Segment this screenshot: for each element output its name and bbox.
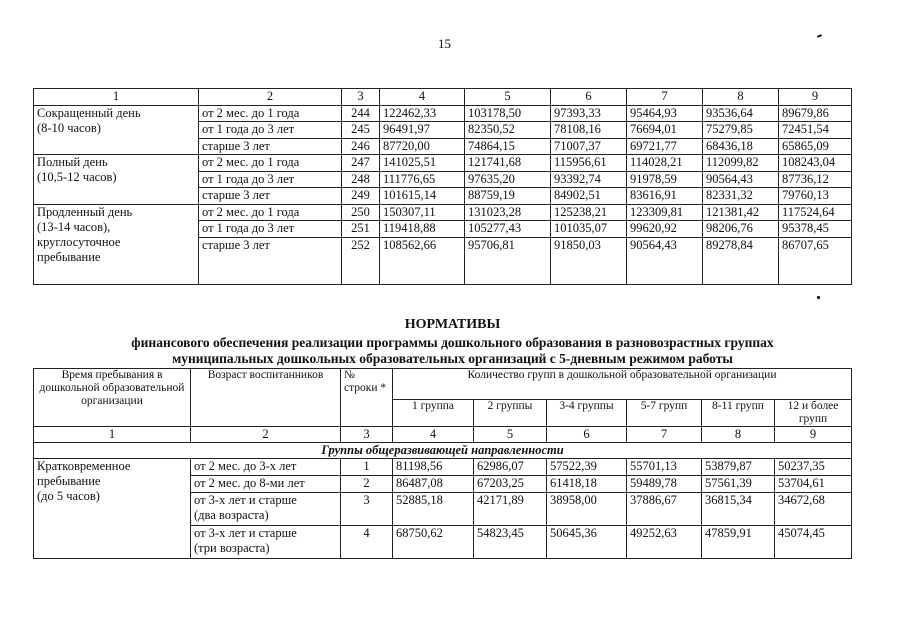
age-cell: старше 3 лет [199, 138, 342, 155]
value-cell: 84902,51 [551, 188, 627, 205]
value-cell: 71007,37 [551, 138, 627, 155]
value-cell: 49252,63 [627, 526, 702, 559]
value-cell: 55701,13 [627, 459, 702, 476]
row-number: 1 [341, 459, 393, 476]
stay-type-cell [34, 105, 199, 155]
age-cell: от 2 мес. до 1 года [199, 204, 342, 221]
value-cell: 81198,56 [393, 459, 474, 476]
page-number: 15 [438, 36, 451, 51]
header-age: Возраст воспитанников [191, 369, 341, 427]
col-num: 3 [342, 89, 380, 106]
value-cell: 93536,64 [703, 105, 779, 122]
table-row [34, 204, 852, 221]
row-number: 249 [342, 188, 380, 205]
value-cell: 125238,21 [551, 204, 627, 221]
value-cell: 72451,54 [779, 122, 852, 139]
value-cell: 61418,18 [547, 476, 627, 493]
value-cell: 115956,61 [551, 155, 627, 172]
table-row [34, 105, 852, 122]
value-cell: 111776,65 [380, 171, 465, 188]
value-cell: 59489,78 [627, 476, 702, 493]
section-label: Группы общеразвивающей направленности [34, 443, 852, 459]
row-number: 248 [342, 171, 380, 188]
header-groups: 5-7 групп [627, 400, 702, 427]
value-cell: 98206,76 [703, 221, 779, 238]
header-groups: 3-4 группы [547, 400, 627, 427]
col-num: 6 [547, 427, 627, 443]
value-cell: 76694,01 [627, 122, 703, 139]
col-num: 5 [465, 89, 551, 106]
value-cell: 75279,85 [703, 122, 779, 139]
value-cell: 95464,93 [627, 105, 703, 122]
col-num: 8 [702, 427, 775, 443]
value-cell: 95706,81 [465, 237, 551, 284]
value-cell: 54823,45 [474, 526, 547, 559]
value-cell: 82350,52 [465, 122, 551, 139]
value-cell: 79760,13 [779, 188, 852, 205]
scan-speck [817, 34, 822, 38]
value-cell: 68436,18 [703, 138, 779, 155]
age-cell [191, 526, 341, 559]
stay-type-line: (до 5 часов) [37, 489, 100, 503]
value-cell: 52885,18 [393, 493, 474, 526]
value-cell: 87720,00 [380, 138, 465, 155]
header-groups: 8-11 групп [702, 400, 775, 427]
value-cell: 95378,45 [779, 221, 852, 238]
stay-type-cell [34, 204, 199, 284]
value-cell: 117524,64 [779, 204, 852, 221]
age-cell: от 2 мес. до 3-х лет [191, 459, 341, 476]
value-cell: 67203,25 [474, 476, 547, 493]
value-cell: 90564,43 [703, 171, 779, 188]
value-cell: 88759,19 [465, 188, 551, 205]
col-num: 8 [703, 89, 779, 106]
col-num: 3 [341, 427, 393, 443]
col-num: 4 [393, 427, 474, 443]
value-cell: 99620,92 [627, 221, 703, 238]
header-row-number: № строки * [341, 369, 393, 427]
age-cell: от 2 мес. до 8-ми лет [191, 476, 341, 493]
table-row [34, 459, 852, 476]
age-cell: от 2 мес. до 1 года [199, 105, 342, 122]
col-num: 5 [474, 427, 547, 443]
header-group-count: Количество групп в дошкольной образовательной организации [393, 369, 852, 400]
age-cell: от 1 года до 3 лет [199, 221, 342, 238]
value-cell: 101615,14 [380, 188, 465, 205]
row-number: 4 [341, 526, 393, 559]
value-cell: 69721,77 [627, 138, 703, 155]
col-num: 2 [199, 89, 342, 106]
col-num: 7 [627, 89, 703, 106]
header-groups: 2 группы [474, 400, 547, 427]
value-cell: 50645,36 [547, 526, 627, 559]
header-groups: 12 и более групп [775, 400, 852, 427]
age-line: (два возраста) [194, 508, 269, 522]
age-cell: от 2 мес. до 1 года [199, 155, 342, 172]
value-cell: 53879,87 [702, 459, 775, 476]
table-header-row [34, 89, 852, 106]
value-cell: 47859,91 [702, 526, 775, 559]
value-cell: 78108,16 [551, 122, 627, 139]
stay-type-line: Кратковременное [37, 459, 131, 473]
value-cell: 121381,42 [703, 204, 779, 221]
table-header-row [34, 369, 852, 400]
value-cell: 96491,97 [380, 122, 465, 139]
value-cell: 36815,34 [702, 493, 775, 526]
value-cell: 38958,00 [547, 493, 627, 526]
header-groups: 1 группа [393, 400, 474, 427]
stay-type-line: круглосуточное [37, 234, 121, 249]
value-cell: 90564,43 [627, 237, 703, 284]
value-cell: 108243,04 [779, 155, 852, 172]
rates-table-top [33, 88, 852, 285]
row-number: 251 [342, 221, 380, 238]
value-cell: 74864,15 [465, 138, 551, 155]
value-cell: 65865,09 [779, 138, 852, 155]
age-line: от 3-х лет и старше [194, 526, 297, 540]
value-cell: 53704,61 [775, 476, 852, 493]
stay-type-line: пребывание [37, 249, 101, 264]
col-num: 1 [34, 427, 191, 443]
value-cell: 122462,33 [380, 105, 465, 122]
value-cell: 89278,84 [703, 237, 779, 284]
value-cell: 112099,82 [703, 155, 779, 172]
age-cell: старше 3 лет [199, 237, 342, 284]
value-cell: 131023,28 [465, 204, 551, 221]
value-cell: 62986,07 [474, 459, 547, 476]
value-cell: 101035,07 [551, 221, 627, 238]
age-cell: старше 3 лет [199, 188, 342, 205]
stay-type-line: Сокращенный день [37, 105, 141, 120]
row-number: 250 [342, 204, 380, 221]
value-cell: 150307,11 [380, 204, 465, 221]
value-cell: 114028,21 [627, 155, 703, 172]
col-num: 4 [380, 89, 465, 106]
value-cell: 34672,68 [775, 493, 852, 526]
section-row [34, 443, 852, 459]
col-num: 2 [191, 427, 341, 443]
value-cell: 68750,62 [393, 526, 474, 559]
value-cell: 57561,39 [702, 476, 775, 493]
row-number: 245 [342, 122, 380, 139]
value-cell: 83616,91 [627, 188, 703, 205]
value-cell: 50237,35 [775, 459, 852, 476]
value-cell: 91978,59 [627, 171, 703, 188]
value-cell: 91850,03 [551, 237, 627, 284]
value-cell: 119418,88 [380, 221, 465, 238]
stay-type-line: пребывание [37, 474, 101, 488]
col-num: 9 [775, 427, 852, 443]
age-cell [191, 493, 341, 526]
value-cell: 108562,66 [380, 237, 465, 284]
value-cell: 97393,33 [551, 105, 627, 122]
section-subtitle: муниципальных дошкольных образовательных организаций с 5-дневным режимом работы [172, 351, 733, 366]
age-line: (три возраста) [194, 541, 270, 555]
stay-type-line: (10,5-12 часов) [37, 170, 117, 184]
row-number: 3 [341, 493, 393, 526]
value-cell: 42171,89 [474, 493, 547, 526]
value-cell: 123309,81 [627, 204, 703, 221]
value-cell: 89679,86 [779, 105, 852, 122]
value-cell: 57522,39 [547, 459, 627, 476]
row-number: 2 [341, 476, 393, 493]
col-num: 1 [34, 89, 199, 106]
value-cell: 141025,51 [380, 155, 465, 172]
stay-type-cell [34, 155, 199, 205]
stay-type-line: (13-14 часов), [37, 219, 111, 234]
row-number: 244 [342, 105, 380, 122]
col-num: 9 [779, 89, 852, 106]
value-cell: 87736,12 [779, 171, 852, 188]
col-num: 6 [551, 89, 627, 106]
row-number: 247 [342, 155, 380, 172]
header-stay-time: Время пребывания в дошкольной образовательной организации [34, 369, 191, 427]
stay-type-cell [34, 459, 191, 559]
row-number: 246 [342, 138, 380, 155]
age-cell: от 1 года до 3 лет [199, 171, 342, 188]
age-cell: от 1 года до 3 лет [199, 122, 342, 139]
value-cell: 45074,45 [775, 526, 852, 559]
value-cell: 103178,50 [465, 105, 551, 122]
value-cell: 93392,74 [551, 171, 627, 188]
value-cell: 86707,65 [779, 237, 852, 284]
value-cell: 37886,67 [627, 493, 702, 526]
col-num: 7 [627, 427, 702, 443]
value-cell: 97635,20 [465, 171, 551, 188]
stay-type-line: Продленный день [37, 204, 133, 219]
value-cell: 121741,68 [465, 155, 551, 172]
rates-table-bottom [33, 368, 852, 559]
row-number: 252 [342, 237, 380, 284]
value-cell: 86487,08 [393, 476, 474, 493]
table-row [34, 155, 852, 172]
scan-speck [817, 296, 820, 299]
stay-type-line: Полный день [37, 155, 108, 169]
value-cell: 105277,43 [465, 221, 551, 238]
age-line: от 3-х лет и старше [194, 493, 297, 507]
table-number-row [34, 427, 852, 443]
section-title: НОРМАТИВЫ [404, 317, 501, 332]
section-subtitle: финансового обеспечения реализации программы дошкольного образования в разновозрастных группах [131, 335, 774, 350]
value-cell: 82331,32 [703, 188, 779, 205]
stay-type-line: (8-10 часов) [37, 120, 101, 135]
